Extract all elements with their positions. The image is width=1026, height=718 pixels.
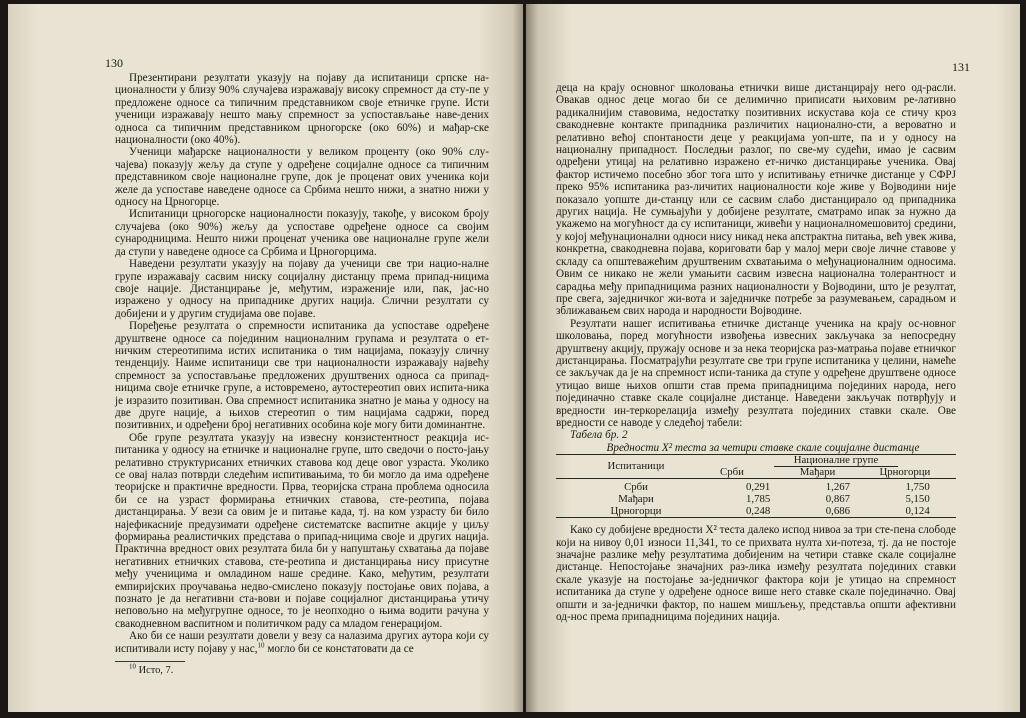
paragraph-text-tail: могло би се констатовати да се <box>264 642 414 655</box>
row-label: Срби <box>624 481 648 494</box>
group-header-text: Националне групе <box>774 454 899 467</box>
row-label: Црногорци <box>556 506 716 518</box>
paragraph: деца на крају основног школовања етнички више дистанцирају него од-расли. Овакав однос деце могао би се делимично приписати њиховим ре-лативно радикалнијим ставовима, недостатку позитивних искустава која се стичу кроз свакодневне контакте припадника различитих национално-сти, а вероватно и релативно већој спонтаности деце у реакцијама уоп-ште, па и у односу на националну припадност. Последњи разлог, по све-му судећи, имао је сасвим одређени утицај на релативно изражено ет-ничко дистанцирање ученика. Овај фактор истичемо посебно због тога што у испитивању етничке дистанце у СФРЈ преко 95% испитаника раз-личитих националности које живе у Војводини није показало уопште ди-станцу или се сасвим слабо дистанцирало од припадника других нација. Не сумњајући у добијене резултате, сматрамо ипак за нужно да укажемо на могућност да су испитаници, живећи у националномешовитој средини, у којој међунационални односи нису никад нека апстрактна питања, већ увек жива, конкретна, свакодневна појава, кориговати бар у малој мери своје личне ставове у складу са општеважећим друштвеним схватањима о међунационалним односима. Овим се никако не жели умањити сасвим извесна национална толерантност и сарадња међу припадницима разних националности у Војводини, што је резултат, пре свега, заједничког жи-вота и заједничке потребе за разумевањем, сарадњом и зближавањем свих народа и народности Војводине. <box>556 82 956 318</box>
column-header: Мађари <box>796 467 876 479</box>
paragraph-text: Ако би се наши резултати довели у везу са налазима других аутора који су испитивали исту појаву у нас, <box>115 630 489 655</box>
paragraph: Презентирани резултати указују на појаву да испитаници српске на-ционалности у близу 90% случајева изражавају високу спремност да сту-пе у предложене односе са типичним представником своје етничке групе. Исти ученици изражавају нешто мању спремност за успостављање наве-дених односа са типичним представником црногорске (око 60%) и мађар-ске националности (око 40%). <box>115 72 489 147</box>
table-cell: 0,686 <box>796 506 876 518</box>
chi-square-table <box>556 454 956 518</box>
footnote <box>115 662 489 677</box>
paragraph: Ученици мађарске националности у великом проценту (око 90% слу-чајева) показују жељу да ступе у одређене социјалне односе са типичним представником своје националне групе, док је проценат ових ученика који желе да успоставе наведене односе са Србима нешто нижи, а знатно нижи у односу на Црногорце. <box>115 146 489 209</box>
page-number-right: 131 <box>952 60 970 74</box>
table-cell: 0,248 <box>716 506 796 518</box>
table-row <box>556 494 956 506</box>
paragraph: Поређење резултата о спремности испитаника да успоставе одређене друштвене односе са појединим националним групама и резултата о ет-ничким стереотипима истих испитаника о тим нацијама, показују сличну тенденцију. Наиме испитаници све три националности изражавају највећу спремност за успостављање предложених друштвених односа са припад-ницима своје етничке групе, а истовремено, аутостереотип ових испита-ника је изразито позитиван. Ова спремност испитаника знатно је мања у односу на две друге нације, а њихов стереотип о тим нацијама садржи, поред позитивних, и одређени број негативних особина које могу бити доминантне. <box>115 320 489 432</box>
paragraph <box>115 630 489 655</box>
paragraph: Обе групе резултата указују на извесну конзистентност реакција ис-питаника у односу на етничке и националне групе, што сведочи о посто-јању релативно структурисаних етничких ставова код деце овог узраста. Уколико се овај налаз потврди следећим испитивањима, то би могло да има одређене теоријске и практичне вредности. Прва, теоријска страна проблема односила би се на узраст формирања етничких ставова, сте-реотипа, појава дистанцирања. У вези са овим је и питање када, тј. на ком узрасту би било најефикасније предузимати одређене систематске васпитне акције у циљу формирања реалистичких представа о припад-ницима своје и других нација. Практична вредност ових резултата била би у напуштању схватања да појаве негативних етничких ставова, сте-реотипа и дистанцирања нису присутне међу ученицима и омладином наше средине. Како, међутим, резултати емпиријских проучавања недво-смислено показују постојање ових појава, а познато је да негативни ста-вови и појаве социјалног дистанцирања утичу неповољно на међугрупне односе, то је неопходно о њима водити рачуна у свакодневном васпитном и политичком раду са младом генерацијом. <box>115 431 489 630</box>
table-cell: 5,150 <box>905 492 930 505</box>
table-row <box>556 479 956 494</box>
table-cell: 1,785 <box>746 492 771 505</box>
table-cell: 0,291 <box>746 481 771 494</box>
table-cell: 0,867 <box>825 492 851 505</box>
table-group-header <box>716 455 956 467</box>
footnote-reference: 10 <box>257 640 265 649</box>
right-page <box>526 4 1020 712</box>
paragraph: Резултати нашег испитивања етничке дистанце ученика на крају ос-новног школовања, поред могућности извођења извесних закључака за непосредну друштвену акцију, пружају основе и за нека теоријска раз-матрања појаве етничког дистанцирања. Посматрајући резултате све три групе испитаника у целини, намеће се закључак да је на спремност испи-таника да ступе у одређене друштвене односе утицао више њихов општи став према припадницима појединих народа, него појединачно ставке скале социјалне дистанце. Наведени закључак потврђују и вредности ин-теркорелација између резултата појединих ставки скале. Ове вредности се наводе у следећој табели: <box>556 317 956 429</box>
table-caption: Вредности X² теста за четири ставке скале социјалне дистанце <box>606 441 920 454</box>
right-page-text <box>556 82 956 623</box>
table-label: Табела бр. 2 <box>570 429 628 442</box>
table-cell: 1,267 <box>825 481 851 494</box>
column-header: Црногорци <box>875 467 956 479</box>
table-cell: 0,124 <box>875 506 956 518</box>
table-header-row <box>556 455 956 467</box>
left-page-text <box>115 72 489 678</box>
paragraph: Како су добијене вредности X² теста далеко испод нивоа за три сте-пена слободе који на нивоу 0,01 износи 11,341, то се прихвата нулта хи-потеза, тј. да не постоје значајне разлике међу резултатима добијеним на четири ставке скале социјалне дистанце. Непостојање значајних раз-лика између резултата појединих ставки скале указује на постојање за-једничког фактора који је утицао на спремност испитаника да ступе у одређене односе више него ставке скале појединачно. Овај општи и за-једнички фактор, по нашем мишљењу, представља општи афективни од-нос према припадницима појединих нација. <box>556 524 956 623</box>
table-row <box>556 506 956 518</box>
footnote-mark: 10 <box>129 662 136 671</box>
column-header: Срби <box>716 467 796 479</box>
paragraph: Наведени резултати указују на појаву да ученици све три нацио-налне групе изражавају сасвим ниску социјалну дистанцу према припад-ницима своје нације. Дистанцирање је, међутим, израженије или, пак, јас-но изражено у односу на припаднике других нација. Слични резултати су добијени и у другим студијама ове појаве. <box>115 258 489 320</box>
footnote-rule <box>115 661 185 662</box>
paragraph: Испитаници црногорске националности показују, такође, у високом броју случајева (око 90%) жељу да успоставе одређене односе са својим сународницима. Нешто нижи проценат ученика ове националне групе жели да ступи у наведене односе са Србима и Црногорцима. <box>115 208 489 258</box>
page-number-left: 130 <box>105 56 123 70</box>
left-page <box>8 4 523 712</box>
table-cell: 1,750 <box>905 481 930 494</box>
footnote-text: Исто, 7. <box>136 665 174 677</box>
table-row-header: Испитаници <box>556 455 716 479</box>
row-label: Мађари <box>618 492 654 505</box>
